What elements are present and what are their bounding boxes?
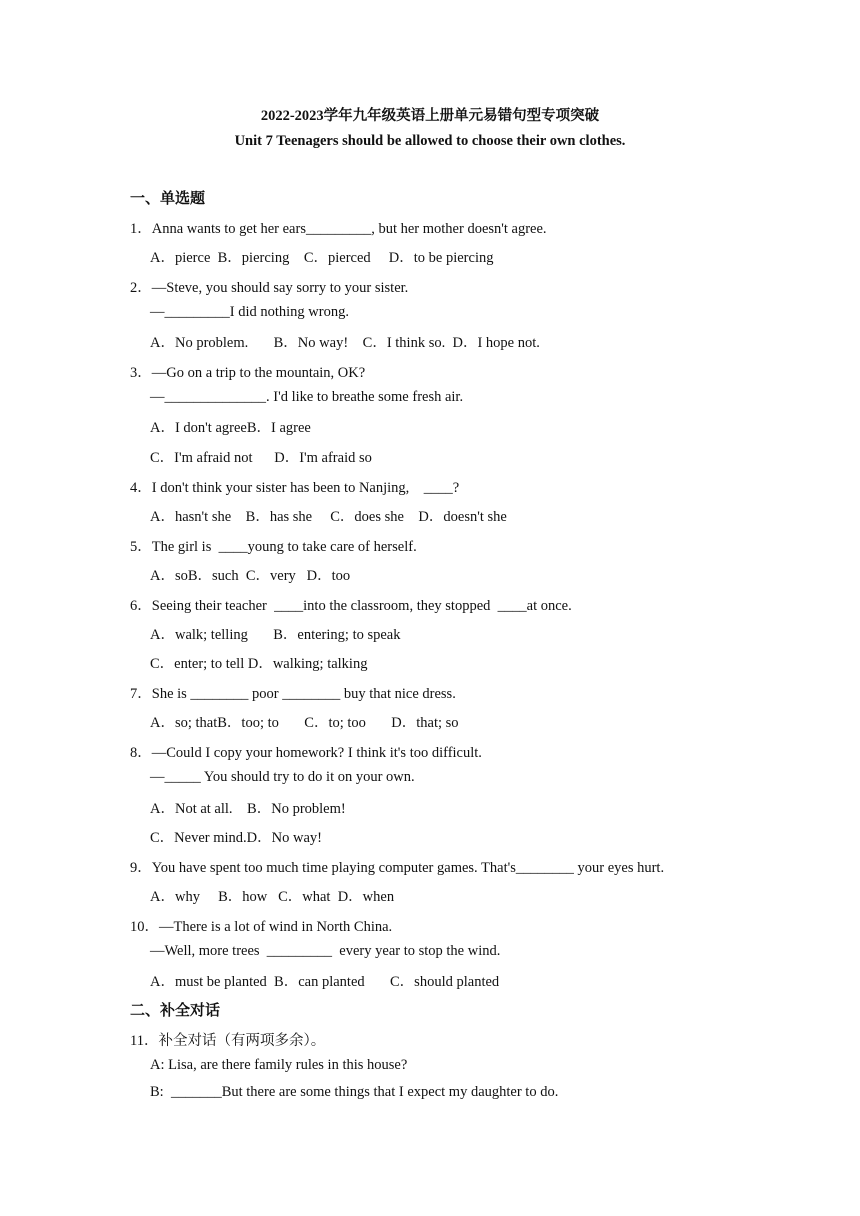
question-8: 8．—Could I copy your homework? I think it's too difficult. [130,745,482,761]
question-9-options: A．why B．how C．what D．when [150,889,395,905]
document-subtitle: Unit 7 Teenagers should be allowed to choose their own clothes. [234,133,626,149]
question-8-reply: —_____ You should try to do it on your own. [150,769,415,785]
question-5: 5．The girl is ____young to take care of herself. [130,539,417,555]
question-8-options-cd: C．Never mind.D．No way! [150,830,322,846]
dialogue-line-a: A: Lisa, are there family rules in this house? [150,1057,408,1073]
question-3-options-ab: A．I don't agreeB．I agree [150,420,311,436]
question-2-options: A．No problem. B．No way! C．I think so. D．I hope not. [150,335,540,351]
dialogue-line-b: B: _______But there are some things that I expect my daughter to do. [150,1084,559,1100]
question-4-options: A．hasn't she B．has she C．does she D．doesn't she [150,509,507,525]
question-3-options-cd: C．I'm afraid not D．I'm afraid so [150,450,372,466]
document-title: 2022-2023学年九年级英语上册单元易错句型专项突破 [260,108,600,124]
question-2: 2．—Steve, you should say sorry to your sister. [130,280,409,296]
question-8-options-ab: A．Not at all. B．No problem! [150,801,346,817]
section-heading-single-choice: 一、单选题 [130,191,206,207]
question-6-options-ab: A．walk; telling B．entering; to speak [150,627,401,643]
question-9: 9．You have spent too much time playing computer games. That's________ your eyes hurt. [130,860,665,876]
question-7: 7．She is ________ poor ________ buy that nice dress. [130,686,456,702]
question-6: 6．Seeing their teacher ____into the classroom, they stopped ____at once. [130,598,572,614]
question-1: 1．Anna wants to get her ears_________, but her mother doesn't agree. [130,221,547,237]
question-1-options: A．pierce B．piercing C．pierced D．to be piercing [150,250,494,266]
question-7-options: A．so; thatB．too; to C．to; too D．that; so [150,715,459,731]
question-10-reply: —Well, more trees _________ every year to stop the wind. [150,943,501,959]
question-4: 4．I don't think your sister has been to Nanjing, ____? [130,480,460,496]
question-3: 3．—Go on a trip to the mountain, OK? [130,365,366,381]
question-3-reply: —______________. I'd like to breathe some fresh air. [150,389,464,405]
section-heading-dialogue: 二、补全对话 [130,1003,221,1019]
question-6-options-cd: C．enter; to tell D．walking; talking [150,656,368,672]
question-5-options: A．soB．such C．very D．too [150,568,351,584]
question-11: 11．补全对话（有两项多余）。 [130,1033,326,1049]
question-10: 10．—There is a lot of wind in North China. [130,919,393,935]
question-10-options: A．must be planted B．can planted C．should planted [150,974,500,990]
question-2-reply: —_________I did nothing wrong. [150,304,349,320]
